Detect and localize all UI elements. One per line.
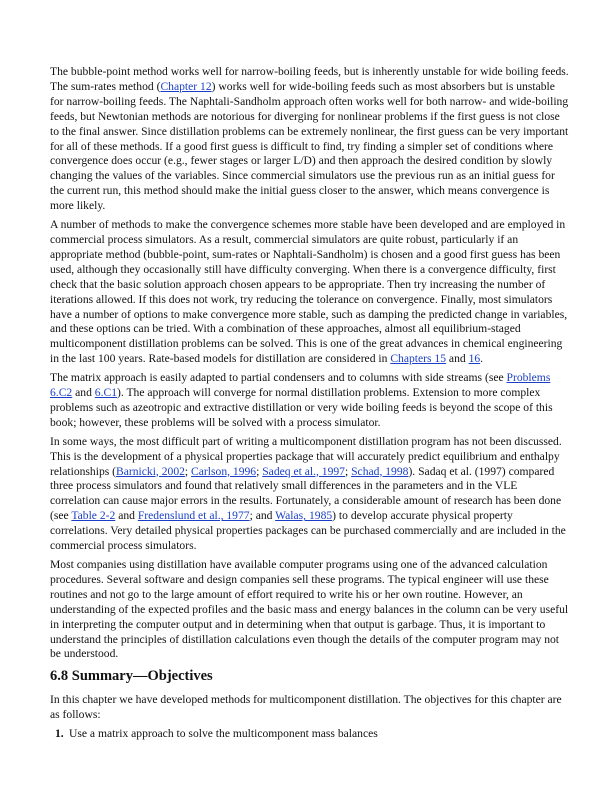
- link-chapter-12[interactable]: Chapter 12: [160, 79, 212, 93]
- link-walas-1985[interactable]: Walas, 1985: [275, 509, 333, 523]
- link-chapter-16[interactable]: 16: [468, 352, 481, 366]
- link-chapters-15[interactable]: Chapters 15: [390, 352, 447, 366]
- paragraph-stability: A number of methods to make the convergence schemes more stable have been developed and are employed in commercial process simulators. As a result, commercial simulators are quite robust, particularly if an appropriate method (bubble-point, sum-rates or Naphtali-Sandholm) is chosen and a good first guess has been used, although they occasionally still have difficulty converging. When there is a convergence difficulty, first check that the basic solution approach chosen appears to be appropriate. Then try increasing the number of iterations allowed. If this does not work, try reducing the tolerance on convergence. Finally, most simulators have a number of options to make convergence more stable, such as damping the predicted change in variables, and these options can be tried. With a combination of these approaches, almost all equilibrium-staged multicomponent distillation problems can be solved. This is one of the great advances in chemical engineering in the last 100 years. Rate-based models for distillation are considered in Chapters 15 and 16.: [50, 218, 568, 366]
- link-problem-6c1[interactable]: 6.C1: [94, 386, 118, 400]
- link-sadeq-1997[interactable]: Sadeq et al., 1997: [262, 464, 345, 478]
- link-table-2-2[interactable]: Table 2-2: [71, 509, 116, 523]
- section-intro: In this chapter we have developed methods for multicomponent distillation. The objectives for this chapter are as follows:: [50, 693, 562, 722]
- document-page: [50, 65, 570, 742]
- link-problems-6c2[interactable]: Problems 6.C2: [50, 371, 551, 400]
- section-heading: 6.8 Summary—Objectives: [50, 668, 213, 685]
- link-fredenslund-1977[interactable]: Fredenslund et al., 1977: [137, 509, 250, 523]
- list-number: 1.: [55, 727, 64, 741]
- paragraph-matrix-approach: The matrix approach is easily adapted to partial condensers and to columns with side streams (see Problems 6.C2 and 6.C1). The approach will converge for normal distillation problems. Extension to more complex problems such as azeotropic and extractive distillation or very wide boiling feeds is beyond the scope of this book; however, these problems will be solved with a process simulator.: [50, 371, 553, 429]
- paragraph-computer-programs: Most companies using distillation have available computer programs using one of the advanced calculation procedures. Several software and design companies sell these programs. The typical engineer will use these routines and not go to the large amount of effort required to write his or her own routine. However, an understanding of the expected profiles and the basic mass and energy balances in the column can be very useful in interpreting the computer output and in determining when that output is garbage. Thus, it is important to understand the principles of distillation calculations even though the details of the computer program may not be understood.: [50, 558, 569, 661]
- list-item-text: Use a matrix approach to solve the multicomponent mass balances: [69, 727, 378, 741]
- link-barnicki-2002[interactable]: Barnicki, 2002: [116, 464, 185, 478]
- link-schad-1998[interactable]: Schad, 1998: [351, 464, 409, 478]
- paragraph-convergence-methods: The bubble-point method works well for narrow-boiling feeds, but is inherently unstable for wide boiling feeds. The sum-rates method (Chapter 12) works well for wide-boiling feeds such as most absorbers but is unstable for narrow-boiling feeds. The Naphtali-Sandholm approach often works well for both narrow- and wide-boiling feeds, but Newtonian methods are notorious for diverging for nonlinear problems if the first guess is not close to the final answer. Since distillation problems can be extremely nonlinear, the first guess can be very important for all of these methods. If a good first guess is difficult to find, try finding a simpler set of conditions where convergence does occur (e.g., fewer stages or larger L/D) and then approach the desired condition by slowly changing the values of the variables. Since commercial simulators use the previous run as an initial guess for the current run, this method should make the initial guess closer to the answer, which means convergence is more likely.: [50, 65, 569, 213]
- paragraph-physical-properties: In some ways, the most difficult part of writing a multicomponent distillation program has not been discussed. This is the development of a physical properties package that will accurately predict equilibrium and enthalpy relationships (Barnicki, 2002; Carlson, 1996; Sadeq et al., 1997; Schad, 1998). Sadaq et al. (1997) compared three process simulators and found that relatively small differences in the parameters and in the VLE correlation can cause major errors in the results. Fortunately, a considerable amount of research has been done (see Table 2-2 and Fredenslund et al., 1977; and Walas, 1985) to develop accurate physical property correlations. Very detailed physical properties packages can be purchased commercially and are included in the commercial process simulators.: [50, 434, 566, 553]
- link-carlson-1996[interactable]: Carlson, 1996: [191, 464, 257, 478]
- objective-list-item: [55, 727, 570, 742]
